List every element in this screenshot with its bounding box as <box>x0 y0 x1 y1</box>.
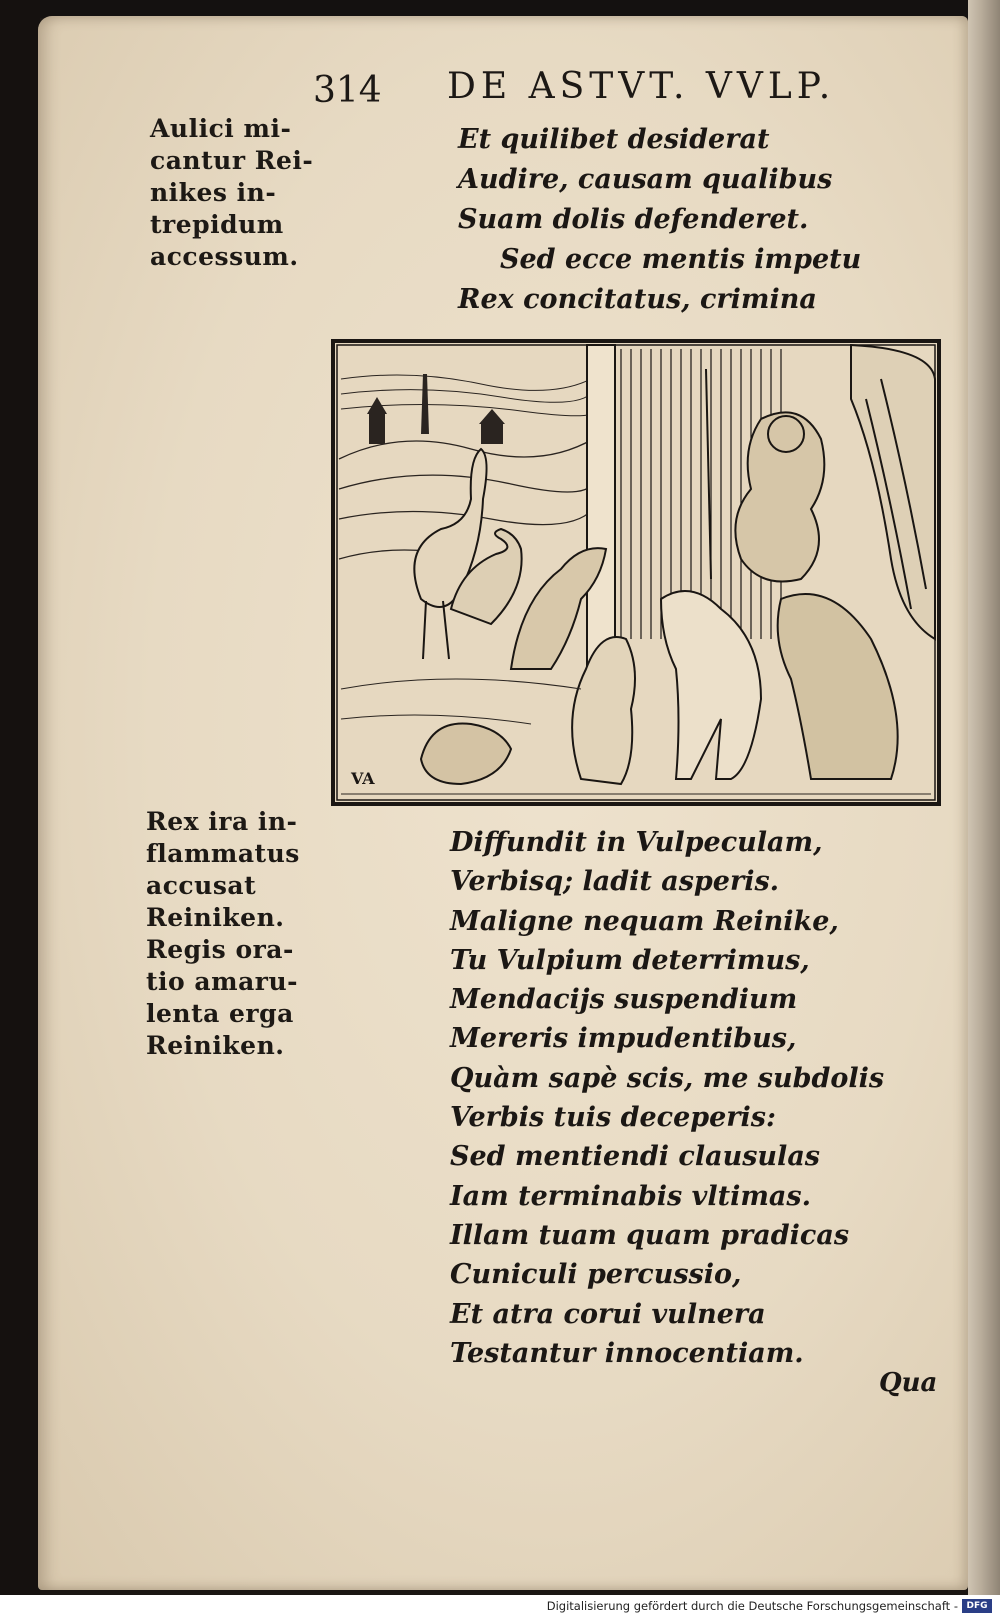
verse-line: Verbisq; ladit asperis. <box>450 866 780 898</box>
verse-block-top <box>458 120 861 320</box>
verse-line: Illam tuam quam pradicas <box>450 1219 850 1251</box>
marginal-line: tio amaru- <box>146 967 298 996</box>
verse-line: Testantur innocentiam. <box>450 1337 804 1369</box>
marginal-note-top <box>150 113 313 273</box>
book-fore-edge <box>968 0 1000 1595</box>
verse-line: Tu Vulpium deterrimus, <box>450 944 810 976</box>
footer-credit: Digitalisierung gefördert durch die Deutsche Forschungsgemeinschaft - <box>546 1599 958 1613</box>
verse-line: Mereris impudentibus, <box>450 1023 797 1055</box>
verse-line: Quàm sapè scis, me subdolis <box>450 1062 885 1094</box>
marginal-line: trepidum <box>150 210 284 239</box>
stone-pillar-icon <box>587 345 615 685</box>
marginal-line: Rex ira in- <box>146 807 298 836</box>
artist-monogram: VA <box>351 769 375 788</box>
marginal-line: Reiniken. <box>146 1031 285 1060</box>
verse-line: Mendacijs suspendium <box>450 984 798 1016</box>
verse-line: Audire, causam qualibus <box>458 164 833 195</box>
marginal-line: cantur Rei- <box>150 146 314 175</box>
verse-line: Suam dolis defenderet. <box>458 204 809 235</box>
verse-line: Et quilibet desiderat <box>458 124 770 155</box>
verse-line: Sed mentiendi clausulas <box>450 1141 821 1173</box>
marginal-line: Regis ora- <box>146 935 294 964</box>
dfg-logo: DFG <box>962 1599 992 1613</box>
marginal-line: nikes in- <box>150 178 277 207</box>
verse-line: Maligne nequam Reinike, <box>450 905 839 937</box>
running-head: DE ASTVT. VVLP. <box>447 66 836 107</box>
catchword: Qua <box>879 1368 938 1398</box>
verse-line: Rex concitatus, crimina <box>458 284 817 315</box>
verse-line: Et atra corui vulnera <box>450 1298 766 1330</box>
marginal-line: Reiniken. <box>146 903 285 932</box>
verse-line: Sed ecce mentis impetu <box>500 244 862 275</box>
marginal-line: flammatus <box>146 839 300 868</box>
verse-line: Verbis tuis deceperis: <box>450 1102 776 1134</box>
page-number: 314 <box>313 70 382 111</box>
marginal-note-bottom <box>146 806 300 1062</box>
marginal-line: accusat <box>146 871 257 900</box>
woodcut-illustration <box>331 339 941 806</box>
marginal-line: lenta erga <box>146 999 294 1028</box>
verse-line: Cuniculi percussio, <box>450 1259 742 1291</box>
marginal-line: Aulici mi- <box>150 114 292 143</box>
marginal-line: accessum. <box>150 242 299 271</box>
scan-left-border <box>0 0 40 1620</box>
verse-block-bottom <box>450 823 884 1373</box>
verse-line: Diffundit in Vulpeculam, <box>450 827 823 858</box>
verse-line: Iam terminabis vltimas. <box>450 1180 811 1212</box>
